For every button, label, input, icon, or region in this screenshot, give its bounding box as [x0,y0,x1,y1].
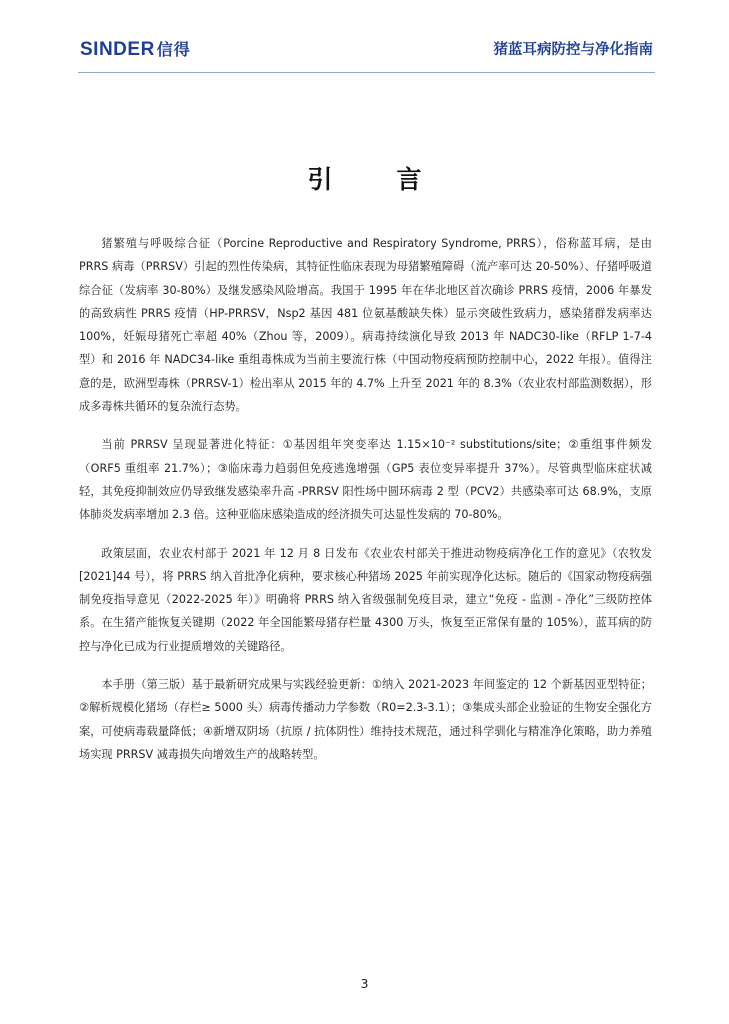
header-divider [78,72,655,73]
paragraph-intro: 猪繁殖与呼吸综合征（Porcine Reproductive and Respiratory Syndrome, PRRS），俗称蓝耳病，是由 PRRS 病毒（PRRSV）引起的烈性传染病，其特征性临床表现为母猪繁殖障碍（流产率可达 20-50%）、仔猪呼吸道综合征（发病率 30-80%）及继发感染风险增高。我国于 1995 年在华北地区首次确诊 PRRS 疫情，2006 年暴发的高致病性 PRRS 疫情（HP-PRRSV，Nsp2 基因 481 位氨基酸缺失株）显示突破性致病力，感染猪群发病率达 100%，妊娠母猪死亡率超 40%（Zhou 等，2009）。病毒持续演化导致 2013 年 NADC30-like（RFLP 1-7-4 型）和 2016 年 NADC34-like 重组毒株成为当前主要流行株（中国动物疫病预防控制中心，2022 年报）。值得注意的是，欧洲型毒株（PRRSV-1）检出率从 2015 年的 4.7% 上升至 2021 年的 8.3%（农业农村部监测数据），形成多毒株共循环的复杂流行态势。 [79,237,652,414]
logo-text: SINDER [80,39,155,60]
header-title: 猪蓝耳病防控与净化指南 [493,42,653,58]
sinder-logo [80,38,191,62]
page-number: 3 [360,976,369,991]
paragraph-policy: 政策层面，农业农村部于 2021 年 12 月 8 日发布《农业农村部关于推进动物疫病净化工作的意见》（农牧发 [2021]44 号），将 PRRS 纳入首批净化病种，要求核心种猪场 2025 年前实现净化达标。随后的《国家动物疫病强制免疫指导意见（2022-2025 年）》明确将 PRRS 纳入省级强制免疫目录，建立“免疫 - 监测 - 净化”三级防控体系。在生猪产能恢复关键期（2022 年全国能繁母猪存栏量 4300 万头，恢复至正常保有量的 105%），蓝耳病的防控与净化已成为行业提质增效的关键路径。 [79,546,652,653]
logo-cn-text: 信得 [156,40,191,59]
paragraph-manual: 本手册（第三版）基于最新研究成果与实践经验更新：①纳入 2021-2023 年间鉴定的 12 个新基因亚型特征；②解析规模化猪场（存栏≥ 5000 头）病毒传播动力学参数（R0=2.3-3.1）；③集成头部企业验证的生物安全强化方案，可使病毒载量降低；④新增双阴场（抗原 / 抗体阴性）维持技术规范，通过科学驯化与精准净化策略，助力养殖场实现 PRRSV 减毒损失向增效生产的战略转型。 [79,678,652,761]
page-title: 引言 [307,165,486,194]
body-text [79,232,652,781]
page-header [0,0,729,80]
paragraph-evolution: 当前 PRRSV 呈现显著进化特征：①基因组年突变率达 1.15×10⁻² substitutions/site；②重组事件频发（ORF5 重组率 21.7%）；③临床毒力趋弱但免疫逃逸增强（GP5 表位变异率提升 37%）。尽管典型临床症状减轻，其免疫抑制效应仍导致继发感染率升高 -PRRSV 阳性场中圆环病毒 2 型（PCV2）共感染率可达 68.9%，支原体肺炎发病率增加 2.3 倍。这种亚临床感染造成的经济损失可达显性发病的 70-80%。 [79,438,652,522]
